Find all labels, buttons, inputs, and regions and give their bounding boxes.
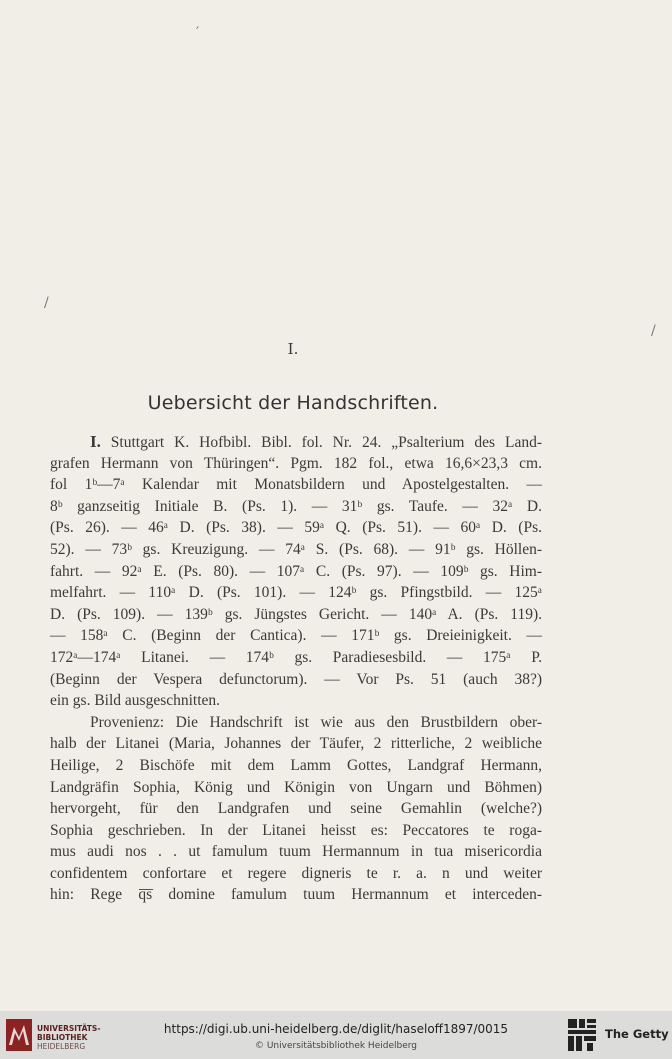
text-line: 8ᵇ ganzseitig Initiale B. (Ps. 1). — 31ᵇ gs. Taufe. — 32ᵃ D. [50, 497, 542, 515]
text-line: Heilige, 2 Bischöfe mit dem Lamm Gottes, Landgraf Hermann, [50, 756, 542, 774]
viewer-footer [0, 1011, 672, 1059]
manuscript-description [50, 431, 542, 906]
copyright-notice: © Universitätsbibliothek Heidelberg [254, 1041, 417, 1051]
text-line: I. Stuttgart K. Hofbibl. Bibl. fol. Nr. 24. „Psalterium des Land- [90, 432, 542, 451]
text-line: mus audi nos . . ut famulum tuum Hermannum in tua misericordia [50, 843, 542, 861]
permalink[interactable]: https://digi.ub.uni-heidelberg.de/diglit/haseloff1897/0015 [163, 1022, 509, 1036]
partner-name: The Getty [605, 1027, 669, 1041]
text-line: (Beginn der Vespera defunctorum). — Vor Ps. 51 (auch 38?) [50, 670, 542, 688]
text-line: hin: Rege q̅s̅ domine famulum tuum Hermannum et interceden- [50, 886, 542, 904]
section-number: I. [287, 340, 299, 358]
section-title: Uebersicht der Handschriften. [147, 391, 439, 414]
paper-speck: ′ [196, 25, 200, 41]
text-line: fahrt. — 92ᵃ E. (Ps. 80). — 107ᵃ C. (Ps. 97). — 109ᵇ gs. Him- [50, 562, 542, 580]
library-name: UNIVERSITÄTS- BIBLIOTHEK HEIDELBERG [37, 1024, 101, 1051]
text-line: Provenienz: Die Handschrift ist wie aus den Brustbildern ober- [90, 713, 542, 731]
text-line: confidentem confortare et regere digneris te r. a. n und weiter [50, 864, 542, 882]
text-line: 172ᵃ—174ᵃ Litanei. — 174ᵇ gs. Paradiesesbild. — 175ᵃ P. [50, 648, 542, 666]
text-line: hervorgeht, für den Landgrafen und seine Gemahlin (welche?) [50, 800, 542, 818]
text-line: — 158ᵃ C. (Beginn der Cantica). — 171ᵇ gs. Dreieinigkeit. — [50, 627, 542, 645]
text-line: ein gs. Bild ausgeschnitten. [50, 692, 221, 710]
paper-speck: / [44, 295, 49, 311]
paper-speck: / [651, 323, 656, 339]
text-line: halb der Litanei (Maria, Johannes der Täufer, 2 ritterliche, 2 weibliche [50, 735, 542, 753]
text-line: Sophia geschrieben. In der Litanei heisst es: Peccatores te roga- [50, 821, 542, 839]
item-number: I. [90, 432, 101, 451]
getty-logo-icon [567, 1018, 597, 1052]
text-line: (Ps. 26). — 46ᵃ D. (Ps. 38). — 59ᵃ Q. (Ps. 51). — 60ᵃ D. (Ps. [50, 519, 542, 537]
text-line: 52). — 73ᵇ gs. Kreuzigung. — 74ᵃ S. (Ps. 68). — 91ᵇ gs. Höllen- [50, 540, 542, 558]
text-line: melfahrt. — 110ᵃ D. (Ps. 101). — 124ᵇ gs. Pfingstbild. — 125ᵃ [50, 584, 542, 602]
text-line: fol 1ᵇ—7ᵃ Kalendar mit Monatsbildern und Apostelgestalten. — [50, 476, 542, 494]
text-line: Landgräfin Sophia, König und Königin von Ungarn und Böhmen) [50, 778, 542, 796]
text-line: grafen Hermann von Thüringen“. Pgm. 182 fol., etwa 16,6×23,3 cm. [50, 454, 542, 472]
text-line: D. (Ps. 109). — 139ᵇ gs. Jüngstes Gericht. — 140ᵃ A. (Ps. 119). [50, 605, 542, 623]
